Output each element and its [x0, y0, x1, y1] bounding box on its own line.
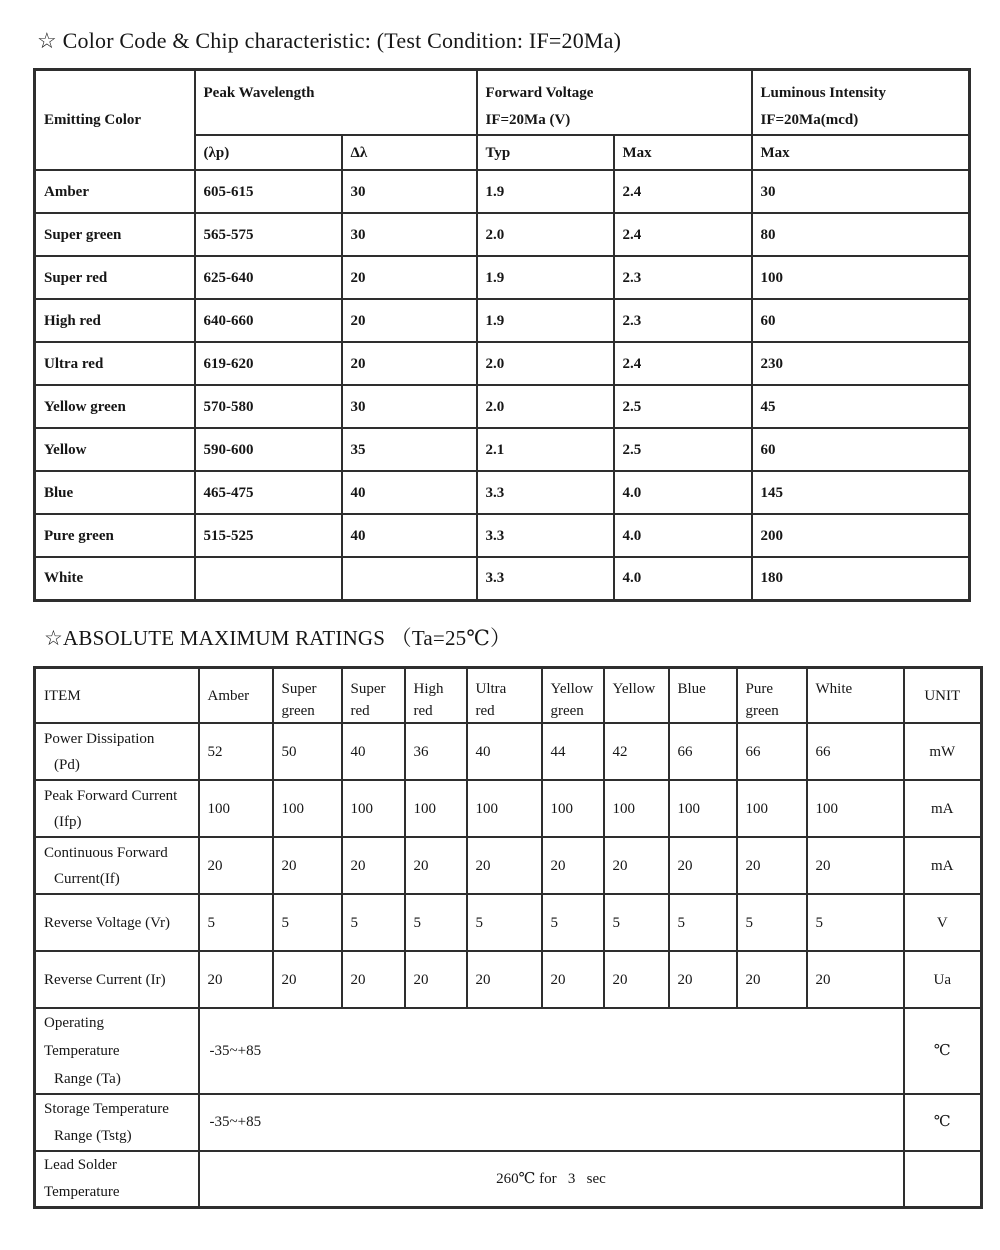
- cell-item: [35, 1151, 199, 1208]
- cell-value: 20: [737, 951, 807, 1008]
- cell-value: 20: [467, 951, 542, 1008]
- cell-value: 100: [604, 780, 669, 837]
- luminous-intensity-line1: Luminous Intensity: [760, 85, 886, 101]
- header-line: Super: [350, 681, 386, 697]
- forward-voltage-line1: Forward Voltage: [485, 85, 594, 101]
- cell-value: 20: [273, 837, 342, 894]
- cell-item: Reverse Current (Ir): [35, 951, 199, 1008]
- ratings-header-row: [35, 668, 982, 724]
- column-header-amber: Amber: [199, 668, 273, 724]
- cell-value: 20: [604, 837, 669, 894]
- cell-value: 40: [467, 723, 542, 780]
- header-line: red: [350, 703, 370, 719]
- cell-value: 20: [342, 951, 405, 1008]
- cell-value: 20: [199, 951, 273, 1008]
- cell-value-span: -35~+85: [199, 1094, 904, 1151]
- header-line: red: [475, 703, 495, 719]
- cell-delta: 30: [342, 385, 477, 428]
- cell-typ: 2.0: [477, 385, 614, 428]
- absolute-maximum-ratings-table: [33, 666, 983, 1209]
- cell-value-span: 260℃ for 3 sec: [199, 1151, 904, 1208]
- cell-max: 2.3: [614, 256, 752, 299]
- cell-value: 5: [405, 894, 467, 951]
- cell-intensity: 45: [752, 385, 970, 428]
- cell-value: 5: [467, 894, 542, 951]
- column-header-peak-wavelength: Peak Wavelength: [195, 70, 477, 136]
- header-line: green: [745, 703, 779, 719]
- cell-value: 100: [273, 780, 342, 837]
- cell-value: 100: [669, 780, 737, 837]
- cell-wavelength: 619-620: [195, 342, 342, 385]
- cell-delta: 35: [342, 428, 477, 471]
- cell-value: 100: [405, 780, 467, 837]
- cell-delta: [342, 557, 477, 600]
- cell-color: Blue: [35, 471, 195, 514]
- cell-unit: mA: [904, 780, 982, 837]
- table-row: [35, 471, 970, 514]
- cell-intensity: 100: [752, 256, 970, 299]
- cell-intensity: 145: [752, 471, 970, 514]
- table-row: [35, 1008, 982, 1094]
- table-row: [35, 780, 982, 837]
- header-line: Pure: [745, 681, 773, 697]
- cell-wavelength: 625-640: [195, 256, 342, 299]
- cell-unit: V: [904, 894, 982, 951]
- column-header-forward-voltage: [477, 70, 752, 136]
- column-header-high-red: [405, 668, 467, 724]
- cell-color: Pure green: [35, 514, 195, 557]
- column-header-super-red: [342, 668, 405, 724]
- item-line: Temperature: [44, 1184, 120, 1200]
- item-line: Range (Ta): [54, 1071, 121, 1087]
- cell-max: 4.0: [614, 514, 752, 557]
- cell-value: 20: [542, 951, 604, 1008]
- cell-typ: 1.9: [477, 299, 614, 342]
- table-row: [35, 256, 970, 299]
- cell-value: 66: [737, 723, 807, 780]
- cell-value: 5: [273, 894, 342, 951]
- item-line: (Ifp): [54, 813, 82, 830]
- column-header-white: White: [807, 668, 904, 724]
- cell-intensity: 80: [752, 213, 970, 256]
- table-row: [35, 342, 970, 385]
- cell-value: 5: [807, 894, 904, 951]
- cell-unit: mA: [904, 837, 982, 894]
- header-line: Ultra: [475, 681, 507, 697]
- item-line: Current(If): [54, 870, 120, 887]
- cell-intensity: 180: [752, 557, 970, 600]
- cell-delta: 30: [342, 170, 477, 213]
- header-line: Super: [281, 681, 317, 697]
- cell-item: Reverse Voltage (Vr): [35, 894, 199, 951]
- cell-wavelength: 465-475: [195, 471, 342, 514]
- table-row: [35, 385, 970, 428]
- cell-value: 5: [199, 894, 273, 951]
- cell-value: 66: [807, 723, 904, 780]
- cell-typ: 2.1: [477, 428, 614, 471]
- cell-value: 100: [199, 780, 273, 837]
- column-header-max: Max: [614, 135, 752, 170]
- cell-value: 20: [604, 951, 669, 1008]
- cell-value: 20: [669, 837, 737, 894]
- cell-intensity: 30: [752, 170, 970, 213]
- header-line: Yellow: [550, 681, 594, 697]
- cell-item: [35, 1008, 199, 1094]
- cell-item: [35, 837, 199, 894]
- cell-max: 2.4: [614, 213, 752, 256]
- cell-delta: 20: [342, 299, 477, 342]
- cell-typ: 2.0: [477, 342, 614, 385]
- table-row: [35, 951, 982, 1008]
- cell-max: 2.5: [614, 428, 752, 471]
- item-line: Operating: [44, 1015, 104, 1031]
- cell-value: 100: [737, 780, 807, 837]
- cell-max: 2.5: [614, 385, 752, 428]
- cell-color: Yellow: [35, 428, 195, 471]
- cell-value: 100: [342, 780, 405, 837]
- table-row: [35, 1094, 982, 1151]
- column-header-yellow-green: [542, 668, 604, 724]
- cell-delta: 30: [342, 213, 477, 256]
- cell-value: 50: [273, 723, 342, 780]
- cell-typ: 2.0: [477, 213, 614, 256]
- cell-delta: 40: [342, 514, 477, 557]
- column-header-super-green: [273, 668, 342, 724]
- cell-value: 5: [342, 894, 405, 951]
- cell-value-span: -35~+85: [199, 1008, 904, 1094]
- cell-wavelength: 590-600: [195, 428, 342, 471]
- item-line: Continuous Forward: [44, 844, 168, 861]
- column-header-ultra-red: [467, 668, 542, 724]
- cell-intensity: 200: [752, 514, 970, 557]
- cell-max: 2.3: [614, 299, 752, 342]
- cell-color: Super red: [35, 256, 195, 299]
- item-line: Peak Forward Current: [44, 787, 178, 804]
- cell-wavelength: 565-575: [195, 213, 342, 256]
- header-line: red: [413, 703, 433, 719]
- cell-wavelength: [195, 557, 342, 600]
- cell-color: High red: [35, 299, 195, 342]
- cell-intensity: 60: [752, 299, 970, 342]
- table-row: [35, 837, 982, 894]
- cell-max: 2.4: [614, 170, 752, 213]
- luminous-intensity-line2: IF=20Ma(mcd): [760, 112, 859, 128]
- cell-max: 4.0: [614, 471, 752, 514]
- cell-typ: 1.9: [477, 170, 614, 213]
- chip-characteristics-title: ☆ Color Code & Chip characteristic: (Test Condition: IF=20Ma): [37, 28, 622, 53]
- cell-item: [35, 723, 199, 780]
- cell-color: Yellow green: [35, 385, 195, 428]
- absolute-maximum-ratings-title: ☆ABSOLUTE MAXIMUM RATINGS （Ta=25℃）: [44, 626, 512, 650]
- header-line: High: [413, 681, 444, 697]
- cell-value: 20: [405, 951, 467, 1008]
- column-header-luminous-intensity: [752, 70, 970, 136]
- column-header-blue: Blue: [669, 668, 737, 724]
- cell-value: 5: [604, 894, 669, 951]
- cell-value: 20: [467, 837, 542, 894]
- cell-delta: 20: [342, 256, 477, 299]
- cell-typ: 3.3: [477, 514, 614, 557]
- cell-color: Ultra red: [35, 342, 195, 385]
- column-header-typ: Typ: [477, 135, 614, 170]
- chip-header-row-groups: [35, 70, 970, 136]
- header-line: green: [281, 703, 315, 719]
- cell-wavelength: 605-615: [195, 170, 342, 213]
- cell-wavelength: 515-525: [195, 514, 342, 557]
- table-row: [35, 557, 970, 600]
- table-row: [35, 1151, 982, 1208]
- item-line: Lead Solder: [44, 1157, 117, 1173]
- cell-unit: Ua: [904, 951, 982, 1008]
- chip-characteristics-table: [33, 68, 971, 602]
- cell-value: 20: [199, 837, 273, 894]
- cell-value: 20: [737, 837, 807, 894]
- cell-value: 66: [669, 723, 737, 780]
- table-row: [35, 299, 970, 342]
- cell-value: 52: [199, 723, 273, 780]
- cell-unit: mW: [904, 723, 982, 780]
- column-header-yellow: Yellow: [604, 668, 669, 724]
- cell-value: 100: [542, 780, 604, 837]
- cell-value: 40: [342, 723, 405, 780]
- item-line: Storage Temperature: [44, 1100, 169, 1117]
- column-header-lambda-p: (λp): [195, 135, 342, 170]
- cell-item: [35, 780, 199, 837]
- item-line: Power Dissipation: [44, 730, 155, 747]
- column-header-unit: UNIT: [904, 668, 982, 724]
- cell-value: 5: [542, 894, 604, 951]
- cell-typ: 3.3: [477, 471, 614, 514]
- table-row: [35, 170, 970, 213]
- cell-color: Super green: [35, 213, 195, 256]
- column-header-delta-lambda: Δλ: [342, 135, 477, 170]
- cell-typ: 3.3: [477, 557, 614, 600]
- table-row: [35, 723, 982, 780]
- cell-color: White: [35, 557, 195, 600]
- cell-value: 44: [542, 723, 604, 780]
- cell-value: 20: [807, 837, 904, 894]
- cell-item: [35, 1094, 199, 1151]
- item-line: Temperature: [44, 1043, 120, 1059]
- table-row: [35, 514, 970, 557]
- cell-value: 100: [467, 780, 542, 837]
- header-line: green: [550, 703, 584, 719]
- cell-typ: 1.9: [477, 256, 614, 299]
- cell-intensity: 60: [752, 428, 970, 471]
- cell-value: 42: [604, 723, 669, 780]
- cell-unit: ℃: [904, 1094, 982, 1151]
- column-header-emitting-color: Emitting Color: [35, 70, 195, 171]
- cell-unit: [904, 1151, 982, 1208]
- cell-value: 5: [669, 894, 737, 951]
- cell-color: Amber: [35, 170, 195, 213]
- cell-delta: 40: [342, 471, 477, 514]
- table-row: [35, 894, 982, 951]
- column-header-luminous-max: Max: [752, 135, 970, 170]
- cell-value: 20: [669, 951, 737, 1008]
- item-line: (Pd): [54, 756, 80, 773]
- cell-value: 20: [342, 837, 405, 894]
- column-header-pure-green: [737, 668, 807, 724]
- item-line: Range (Tstg): [54, 1127, 132, 1144]
- cell-max: 4.0: [614, 557, 752, 600]
- cell-wavelength: 640-660: [195, 299, 342, 342]
- column-header-item: ITEM: [35, 668, 199, 724]
- cell-value: 20: [807, 951, 904, 1008]
- cell-delta: 20: [342, 342, 477, 385]
- forward-voltage-line2: IF=20Ma (V): [485, 112, 571, 128]
- cell-wavelength: 570-580: [195, 385, 342, 428]
- cell-value: 20: [542, 837, 604, 894]
- cell-value: 20: [273, 951, 342, 1008]
- cell-max: 2.4: [614, 342, 752, 385]
- table-row: [35, 428, 970, 471]
- cell-unit: ℃: [904, 1008, 982, 1094]
- table-row: [35, 213, 970, 256]
- cell-value: 20: [405, 837, 467, 894]
- cell-value: 100: [807, 780, 904, 837]
- cell-value: 36: [405, 723, 467, 780]
- cell-intensity: 230: [752, 342, 970, 385]
- cell-value: 5: [737, 894, 807, 951]
